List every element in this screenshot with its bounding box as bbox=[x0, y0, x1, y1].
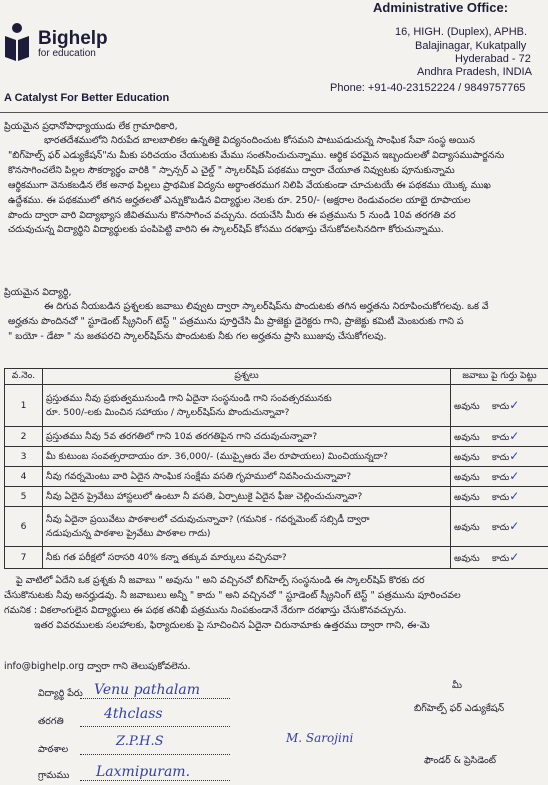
closing: మీ bbox=[452, 680, 462, 691]
row-number: 6 bbox=[5, 507, 43, 547]
school-field[interactable]: Z.P.H.S bbox=[116, 734, 164, 749]
footer-notes bbox=[4, 574, 461, 634]
greeting: ప్రియమైన ప్రధానోపాధ్యాయుడు లేక గ్రామాధికారి, bbox=[4, 121, 178, 132]
footer-line: గమనిక : వికలాంగులైన విద్యార్థులు ఈ పథక తనిఖీ పత్రమును నింపకుండానే నేరుగా దరఖాస్తు చేసుకొనవచ్చును. bbox=[4, 604, 407, 616]
question-text: నీవు ఏదైన ప్రైవేటు హాస్టలులో ఉంటూ నీ వసతి, ఏర్పాటుకై ఏదైన ఫీజు చెల్లించుచున్నావా? bbox=[43, 487, 451, 507]
screening-table bbox=[4, 368, 548, 569]
yes-option[interactable]: అవును bbox=[454, 432, 480, 443]
row-number: 1 bbox=[5, 385, 43, 427]
check-mark-icon: ✓ bbox=[509, 549, 520, 564]
address-line-3: Hyderabad - 72 bbox=[455, 53, 531, 65]
paragraph-line: కొనసాగించలేని పిల్లల సౌకర్యార్థం వారికి " స్పాన్సర్ ఎ చైల్డ్ " స్కాలర్‌షిప్ పథకము ద్వారా చేయూత నివ్వుటకు పూనుకున్నామ bbox=[8, 164, 455, 176]
signature-org: బిగ్‌హెల్ప్ ఫర్ ఎడ్యుకేషన్ bbox=[414, 703, 505, 714]
greeting-student: ప్రియమైన విద్యార్థి, bbox=[4, 287, 72, 298]
answer-cell[interactable] bbox=[451, 507, 548, 547]
no-option[interactable]: కాదు bbox=[492, 401, 510, 412]
answer-cell[interactable] bbox=[451, 427, 548, 447]
logo-name: Bighelp bbox=[38, 28, 108, 49]
paragraph-intro bbox=[8, 134, 504, 238]
paragraph-line: భారతదేశములోని నిరుపేద బాలబాలికల ఉన్నతికై విద్యనందించుట కోసమని పాటుపడుచున్న సాంఘిక సేవా సంస్థ అయిన bbox=[44, 135, 475, 146]
village-label: గ్రామము bbox=[38, 770, 70, 781]
table-row bbox=[5, 467, 548, 487]
answer-cell[interactable] bbox=[451, 447, 548, 467]
yes-option[interactable]: అవును bbox=[454, 492, 480, 503]
address-line-1: 16, HIGH. (Duplex), APHB. bbox=[395, 26, 528, 38]
question-text: రూ. 500/-లకు మించిన సహాయం / స్కాలర్‌షిప్‌ను పొందుచున్నావా? bbox=[46, 406, 290, 418]
yes-option[interactable]: అవును bbox=[454, 553, 480, 564]
office-title: Administrative Office: bbox=[373, 0, 509, 15]
email-line: info@bighelp.org ద్వారా గాని తెలుపుకోవలెను. bbox=[4, 661, 191, 672]
paragraph-line: ఉద్దేశము. ఈ పథకములో తగిన అర్హతలతో ఎన్నుకొబడిన విద్యార్థుల నెలకు రూ. 250/- (అక్షరాల రెండువందల యాభై రూపాయల bbox=[8, 194, 471, 206]
check-mark-icon: ✓ bbox=[509, 428, 520, 443]
question-cell bbox=[43, 385, 451, 427]
question-text: ప్రస్తుతము నీవు 5వ తరగతిలో గాని 10వ తరగతిపైన గాని చదువుచున్నావా? bbox=[43, 427, 451, 447]
header-rule bbox=[0, 112, 548, 113]
table-row bbox=[5, 507, 548, 547]
question-text: మీ కుటుంబ సంవత్సరాదాయం రూ. 36,000/- (ముప్పైఆరు వేల రూపాయలు) మించియున్నదా? bbox=[43, 447, 451, 467]
check-mark-icon: ✓ bbox=[509, 488, 520, 503]
column-header-question: ప్రశ్నలు bbox=[43, 369, 451, 385]
column-header-number: వ.నెం. bbox=[5, 369, 43, 385]
table-row bbox=[5, 385, 548, 427]
table-header-row bbox=[5, 369, 548, 385]
paragraph-line: ఆర్థికముగా వెనుకబడిన లేక అనాథ పిల్లలు ప్రాథమిక విద్యను అర్ధాంతరముగ నిలిపి వేయకుండా చూచుటయే ఈ పథకము యొక్క ముఖ bbox=[8, 179, 491, 191]
paragraph-instructions bbox=[8, 300, 489, 345]
paragraph-line: అర్హతను పొందినచో " స్టూడెంట్ స్క్రీనింగ్ టెస్ట్ " పత్రమును పూర్తిచేసి మీ ప్రాజెక్టు డైరెక్టరు గాని, ప్రాజెక్టు కమిటీ మెంబరుకు గాని ప bbox=[8, 315, 464, 327]
no-option[interactable]: కాదు bbox=[492, 522, 510, 533]
yes-option[interactable]: అవును bbox=[454, 401, 480, 412]
table-row bbox=[5, 427, 548, 447]
class-label: తరగతి bbox=[38, 716, 64, 727]
row-number: 7 bbox=[5, 547, 43, 569]
question-cell bbox=[43, 507, 451, 547]
answer-cell[interactable] bbox=[451, 467, 548, 487]
answer-cell[interactable] bbox=[451, 385, 548, 427]
school-label: పాఠశాల bbox=[38, 744, 69, 755]
question-text: ప్రస్తుతము నీవు ప్రభుత్వమునుండి గాని ఏదైనా సంస్థనుండి గాని సంవత్సరమునకు bbox=[46, 392, 332, 404]
village-field[interactable]: Laxmipuram. bbox=[96, 764, 191, 780]
address-line-2: Balajinagar, Kukatpally bbox=[415, 40, 527, 52]
check-mark-icon: ✓ bbox=[509, 397, 520, 412]
footer-line: పై వాటిలో ఏదేని ఒక ప్రశ్నకు నీ జవాబు " అవును " అని వచ్చినచో బిగ్‌హెల్ప్ సంస్థనుండి ఈ స్కాలర్‌షిప్ కొరకు దర bbox=[16, 575, 425, 586]
no-option[interactable]: కాదు bbox=[492, 472, 510, 483]
row-number: 3 bbox=[5, 447, 43, 467]
row-number: 2 bbox=[5, 427, 43, 447]
question-text: నీవు గవర్నమెంటు వారి ఏదైన సాంఘిక సంక్షేమ వసతి గృహములో నివసించుచున్నావా? bbox=[43, 467, 451, 487]
answer-cell[interactable] bbox=[451, 547, 548, 569]
yes-option[interactable]: అవును bbox=[454, 452, 480, 463]
footer-line: చేసుకొనుటకు నీవు అనర్హుడవు. నీ జవాబులు అన్నీ " కాదు " అని వచ్చినచో " స్టూడెంట్ స్క్రీనింగ్ టెస్ట్ " పత్రమును పూరించవల bbox=[4, 589, 461, 601]
no-option[interactable]: కాదు bbox=[492, 492, 510, 503]
row-number: 5 bbox=[5, 487, 43, 507]
signature-title: ఫౌండర్ & ప్రెసిడెంట్ bbox=[424, 755, 496, 766]
table-row bbox=[5, 447, 548, 467]
address-line-4: Andhra Pradesh, INDIA bbox=[417, 66, 532, 78]
question-text: నీకు గత పరీక్షలో సరాసరి 40% కన్నా తక్కువ మార్కులు వచ్చినవా? bbox=[43, 547, 451, 569]
question-text: నడుపుచున్న పాఠశాల ప్రైవేటు పాఠశాల గాదు) bbox=[46, 527, 211, 539]
paragraph-line: పొందు ద్వారా వారి విద్యాభ్యాస జీవితమును కొనసాగించ వచ్చును. దయచేసి మీరు ఈ పత్రమును 5 నుండి 10వ తరగతి వర bbox=[8, 209, 456, 221]
paragraph-line: చదువుచున్న విద్యార్థిని విద్యార్థులకు పంపిపెట్టి వారిని ఈ స్కాలర్‌షిప్ కోసము దరఖాస్తు చేసుకోవలసినదిగా కోరుచున్నాము. bbox=[8, 224, 444, 236]
book-person-logo-icon bbox=[4, 22, 30, 62]
handwritten-signature: M. Sarojini bbox=[286, 731, 354, 745]
yes-option[interactable]: అవును bbox=[454, 522, 480, 533]
check-mark-icon: ✓ bbox=[509, 518, 520, 533]
answer-cell[interactable] bbox=[451, 487, 548, 507]
no-option[interactable]: కాదు bbox=[492, 452, 510, 463]
table-row bbox=[5, 547, 548, 569]
paragraph-line: "బిగ్‌హెల్ప్ ఫర్ ఎడ్యుకేషన్"ను మీకు పరిచయం చేయుటకు మేము సంతసించుచున్నాము. ఆర్థిక పరమైన ఇబ్బందులతో విద్యాసముపార్జనను bbox=[8, 149, 505, 161]
question-text: నీవు ఏదైనా ప్రయివేటు పాఠశాలలో చదువుచున్నావా? (గమనిక - గవర్నమెంట్ సబ్సిడీ ద్వారా bbox=[46, 513, 370, 525]
paragraph-line: ఈ దిగువ నీయబడిన ప్రశ్నలకు జవాబు లివ్వుట ద్వారా స్కాలర్‌షిప్‌ను పొందుటకు తగిన అర్హతను నిరూపించుకోగలవు. ఒక వే bbox=[44, 301, 489, 312]
no-option[interactable]: కాదు bbox=[492, 432, 510, 443]
yes-option[interactable]: అవును bbox=[454, 472, 480, 483]
name-field[interactable]: Venu pathalam bbox=[94, 682, 200, 698]
class-field[interactable]: 4thclass bbox=[104, 706, 163, 722]
check-mark-icon: ✓ bbox=[509, 468, 520, 483]
check-mark-icon: ✓ bbox=[509, 448, 520, 463]
table-row bbox=[5, 487, 548, 507]
tagline: A Catalyst For Better Education bbox=[4, 92, 170, 104]
logo-subtitle: for education bbox=[38, 48, 96, 59]
row-number: 4 bbox=[5, 467, 43, 487]
no-option[interactable]: కాదు bbox=[492, 553, 510, 564]
column-header-answer: జవాబు పై గుర్తు పెట్టు bbox=[451, 369, 548, 385]
paragraph-line: " బయో - డేటా " ను జతపరచి స్కాలర్‌షిప్‌ను పొందుటకు నీకు గల అర్హతను ప్రాసి ఋజువు చేసుకోగలవు. bbox=[8, 330, 387, 342]
phone-line: Phone: +91-40-23152224 / 9849757765 bbox=[330, 82, 526, 94]
name-label: విద్యార్థి పేరు bbox=[38, 688, 83, 699]
footer-line: ఇతర వివరములకు సలహాలకు, ఫిర్యాదులకు పై సూచించిన ఏదైనా చిరునామాకు ఉత్తరము ద్వారా గాని, ఈ-మె bbox=[34, 619, 430, 631]
